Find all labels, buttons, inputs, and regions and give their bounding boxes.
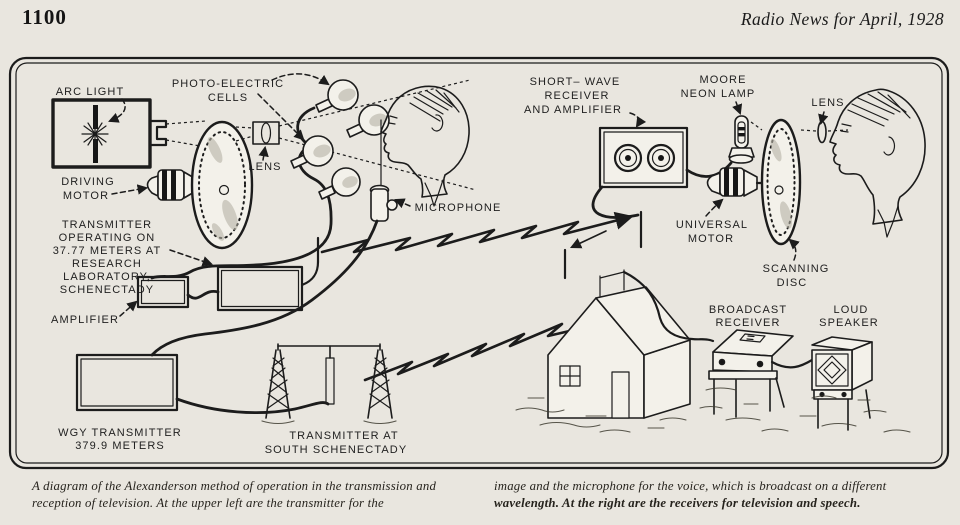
lens-left bbox=[253, 122, 279, 144]
wgy-label-1: WGY TRANSMITTER bbox=[58, 427, 182, 439]
research-transmitter-label bbox=[53, 219, 162, 296]
page-number: 1100 bbox=[22, 5, 67, 29]
photo-electric-pointer-2 bbox=[258, 94, 303, 139]
caption-left-text: A diagram of the Alexanderson method of operation in the transmission and reception of television. At the upper left are the transmitter for the bbox=[32, 479, 437, 511]
research-line-3: 37.77 METERS AT bbox=[52, 245, 162, 257]
televised-subject-head bbox=[381, 86, 469, 206]
caption-right-column bbox=[494, 478, 948, 512]
research-line-2: OPERATING ON bbox=[58, 232, 156, 244]
south-label-1: TRANSMITTER AT bbox=[289, 430, 399, 442]
caption-right-text: image and the microphone for the voice, which is broadcast on a different bbox=[494, 479, 887, 493]
antenna-lead-in bbox=[593, 187, 638, 218]
scanning-disc-receive bbox=[762, 120, 800, 244]
lens-left-label: LENS bbox=[248, 161, 282, 173]
wgy-label-2: 379.9 METERS bbox=[75, 440, 165, 452]
moore-lamp-label-2: NEON LAMP bbox=[680, 88, 756, 100]
amplifier-wire bbox=[188, 291, 218, 298]
arc-light-housing bbox=[53, 100, 166, 167]
moore-neon-lamp bbox=[729, 116, 754, 163]
loud-speaker-label-2: SPEAKER bbox=[819, 317, 879, 329]
microphone bbox=[152, 120, 397, 355]
lens-right-label: LENS bbox=[811, 97, 845, 109]
south-label-2: SOUTH SCHENECTADY bbox=[264, 444, 408, 456]
short-wave-receiver-box bbox=[600, 128, 687, 187]
broadcast-receiver-label-1: BROADCAST bbox=[708, 304, 788, 316]
scanning-disc-transmit bbox=[192, 122, 252, 248]
scanning-disc-label-1: SCANNING bbox=[762, 263, 830, 275]
scanning-disc-pointer bbox=[790, 240, 796, 260]
wgy-antenna-wire bbox=[177, 399, 328, 413]
scanning-disc-label-2: DISC bbox=[776, 277, 808, 289]
picture-radio-wave bbox=[322, 217, 630, 252]
amplifier-label: AMPLIFIER bbox=[51, 314, 119, 326]
universal-motor-label-2: MOTOR bbox=[687, 233, 735, 245]
loud-speaker bbox=[812, 337, 872, 430]
loud-speaker-label-1: LOUD bbox=[833, 304, 869, 316]
broadcast-receiver-label-2: RECEIVER bbox=[715, 317, 781, 329]
short-wave-receiver-label bbox=[524, 76, 622, 116]
research-transmitter-box bbox=[218, 267, 302, 310]
arc-spark bbox=[82, 121, 108, 147]
microphone-label: MICROPHONE bbox=[414, 202, 502, 214]
research-line-1: TRANSMITTER bbox=[61, 219, 153, 231]
sw-line-1: SHORT– WAVE bbox=[529, 76, 621, 88]
caption-left-column bbox=[32, 478, 484, 512]
lens-left-pointer bbox=[263, 148, 265, 160]
universal-motor-label-1: UNIVERSAL bbox=[675, 219, 749, 231]
driving-motor-pointer bbox=[112, 188, 146, 194]
receiving-house bbox=[548, 270, 713, 418]
caption-right-bold-text: wavelength. At the right are the receivers for television and speech. bbox=[494, 496, 861, 511]
research-line-5: LABORATORY, bbox=[63, 271, 151, 283]
research-transmitter-pointer bbox=[170, 250, 211, 264]
driving-motor-label-1: DRIVING bbox=[61, 176, 115, 188]
photo-electric-label-2: CELLS bbox=[207, 92, 249, 104]
lens-right bbox=[818, 122, 826, 143]
wave-arrow-branch bbox=[572, 231, 606, 247]
masthead-title: Radio News for April, 1928 bbox=[740, 9, 944, 29]
universal-motor bbox=[708, 168, 765, 196]
sw-line-2: RECEIVER bbox=[544, 90, 610, 102]
viewer-head bbox=[830, 89, 925, 237]
moore-lamp-pointer bbox=[736, 102, 740, 113]
amplifier-pointer bbox=[120, 302, 136, 316]
microphone-pointer bbox=[396, 200, 410, 206]
microphone-cord bbox=[152, 221, 377, 355]
wgy-transmitter-box bbox=[77, 355, 177, 410]
photo-electric-label-1: PHOTO-ELECTRIC bbox=[171, 78, 285, 90]
stub-antenna-feed bbox=[302, 262, 318, 285]
receiver-to-speaker-wire bbox=[772, 360, 812, 367]
moore-lamp-label-1: MOORE bbox=[699, 74, 747, 86]
research-line-4: RESEARCH bbox=[72, 258, 142, 270]
arc-light-label: ARC LIGHT bbox=[55, 86, 125, 98]
sw-line-3: AND AMPLIFIER bbox=[523, 104, 623, 116]
arc-light-pointer bbox=[110, 99, 125, 121]
short-wave-pointer bbox=[630, 113, 639, 126]
lamp-ray bbox=[751, 122, 762, 130]
universal-motor-pointer bbox=[706, 200, 722, 216]
research-line-6: SCHENECTADY bbox=[59, 284, 155, 296]
driving-motor-label-2: MOTOR bbox=[62, 190, 110, 202]
